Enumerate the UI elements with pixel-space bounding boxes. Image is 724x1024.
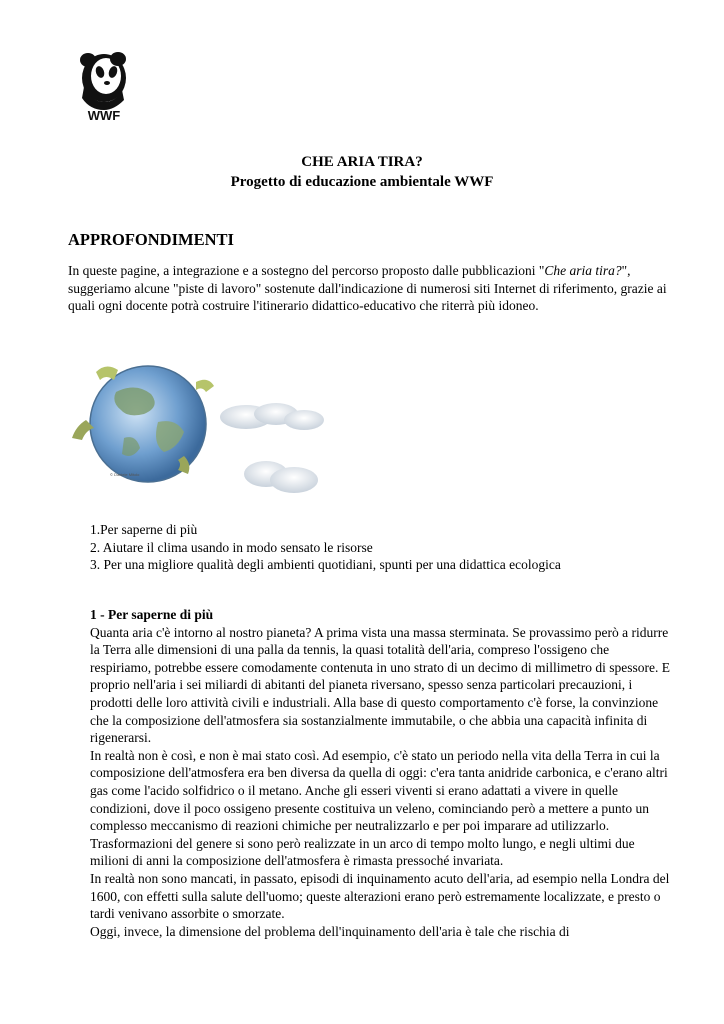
wwf-panda-logo [74,52,134,122]
intro-text-start: In queste pagine, a integrazione e a sostegno del percorso proposto dalle pubblicazioni " [68,263,545,278]
toc-item-1: 1.Per saperne di più [90,522,198,537]
publication-title: Che aria tira? [544,263,622,278]
illustration-credit: © Daniele Mitolo [110,472,140,477]
globe-illustration [66,352,366,512]
section-heading: APPROFONDIMENTI [68,230,234,249]
intro-paragraph [68,262,668,315]
document-subtitle: Progetto di educazione ambientale WWF [230,174,494,190]
section-1-paragraph-4: Oggi, invece, la dimensione del problema dell'inquinamento dell'aria è tale che rischia di [90,923,570,939]
globe-with-clouds-icon [66,352,366,512]
table-of-contents [90,521,561,574]
document-title-block [0,152,724,192]
intro-text-end: ", suggeriamo alcune "piste di lavoro" sostenute dall'indicazione di numerosi siti Internet di riferimento, grazie ai quali ogni docente potrà costruire l'itinerario didattico-educativo che riterrà più idoneo. [68,263,667,313]
section-1-paragraph-3: In realtà non sono mancati, in passato, episodi di inquinamento acuto dell'aria, ad esempio nella Londra del 1600, con effetti sulla salute dell'uomo; queste alterazioni erano però estremamente localizzate, e presto o tardi venivano assorbite o smorzate. [90,870,670,922]
section-1-paragraph-1: Quanta aria c'è intorno al nostro pianeta? A prima vista una massa sterminata. Se provassimo però a ridurre la Terra alle dimensioni di una palla da tennis, la quasi totalità dell'aria, compreso l'ossigeno che respiriamo, potrebbe essere comodamente contenuta in uno strato di un decimo di millimetro di spessore. E proprio nell'aria i sei miliardi di abitanti del pianeta riversano, spesso senza particolari precauzioni, i prodotti delle loro attività civili e industriali. Alla base di questo comportamento c'è forse, la convinzione che la composizione dell'atmosfera sia sostanzialmente immutabile, o che abbia una capacità infinita di rigenerarsi. [90,624,670,746]
section-1-title: 1 - Per saperne di più [90,607,214,622]
toc-item-3: 3. Per una migliore qualità degli ambienti quotidiani, spunti per una didattica ecologica [90,557,561,572]
section-1 [90,606,670,940]
panda-icon [74,52,134,122]
toc-item-2: 2. Aiutare il clima usando in modo sensato le risorse [90,539,373,555]
section-1-paragraph-2: In realtà non è così, e non è mai stato così. Ad esempio, c'è stato un periodo nella vita della Terra in cui la composizione dell'atmosfera era ben diversa da quella di oggi: c'era tanta anidride carbonica, e c'erano altri gas come l'acido solfidrico o il metano. Anche gli esseri viventi si erano adattati a vivere in quelle condizioni, dove il poco ossigeno presente costituiva un veleno, cominciando però a mettere a punto un complesso meccanismo di reazioni chimiche per neutralizzarlo e per poi imparare ad utilizzarlo. Trasformazioni del genere si sono però realizzate in un arco di tempo molto lungo, e negli ultimi due milioni di anni la composizione dell'atmosfera è rimasta pressoché invariata. [90,747,668,869]
svg-text:WWF: WWF [87,108,121,122]
document-title: CHE ARIA TIRA? [301,154,423,170]
